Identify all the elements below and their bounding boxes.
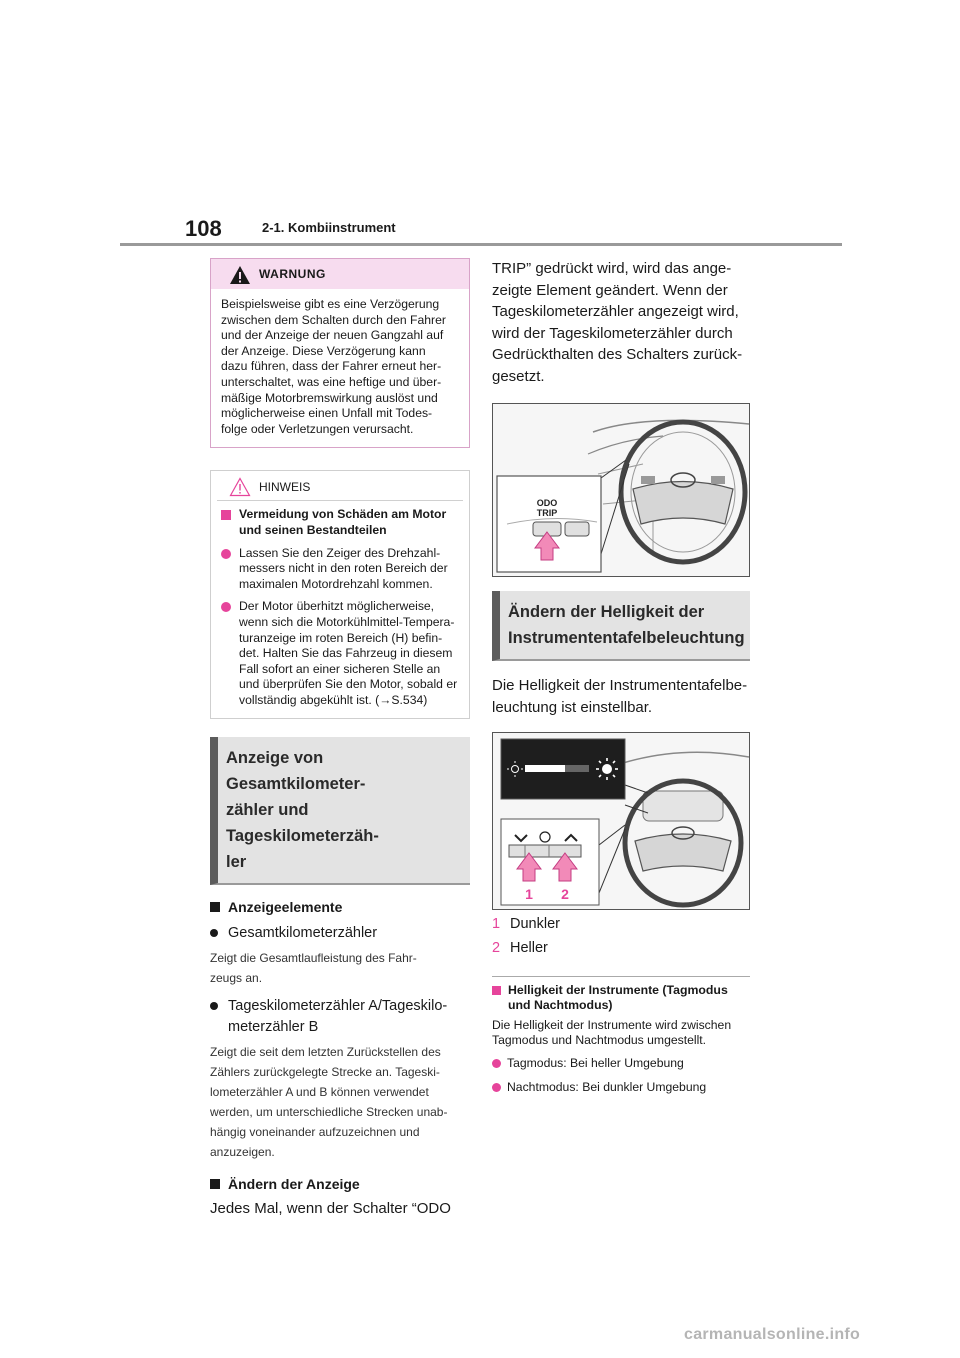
notice-box: [210, 470, 470, 719]
warning-line: folge oder Verletzungen verursacht.: [221, 421, 414, 436]
subheading-text: Anzeigeelemente: [228, 899, 343, 916]
description-line: Die Helligkeit der Instrumente wird zwischen: [492, 1018, 732, 1032]
text-line: gesetzt.: [492, 367, 545, 385]
description-line: Zeigt die Gesamtlaufleistung des Fahr-: [210, 951, 417, 966]
square-bullet-icon: [221, 510, 231, 520]
figure-brightness-switch: [492, 732, 750, 910]
description-line: werden, um unterschiedliche Strecken unab-: [210, 1105, 448, 1120]
section-title: 2-1. Kombiinstrument: [262, 220, 396, 235]
notice-line: vollständig abgekühlt ist. (→S.534): [239, 692, 428, 707]
legend-label: Heller: [510, 940, 548, 956]
warning-line: der Anzeige. Diese Verzögerung kann: [221, 343, 426, 358]
notice-line: maximalen Motordrehzahl kommen.: [239, 576, 433, 591]
subheading-text: Ändern der Anzeige: [228, 1176, 360, 1193]
warning-line: unterschaltet, was eine heftige und über-: [221, 374, 442, 389]
figure-odo-trip-switch: [492, 403, 750, 577]
notice-header: [217, 471, 463, 501]
day-mode-item: [492, 1056, 750, 1071]
caution-triangle-icon: [229, 477, 251, 497]
warning-text: [211, 289, 469, 447]
round-bullet-icon: [210, 929, 218, 937]
trip-label: TRIP: [536, 508, 558, 518]
page-number: 108: [185, 216, 222, 241]
notice-line: Fall sofort an einer sicheren Stelle an: [239, 661, 441, 676]
square-bullet-icon: [210, 902, 220, 912]
warning-title: WARNUNG: [259, 267, 326, 281]
subheading-line: Helligkeit der Instrumente (Tagmodus: [508, 983, 728, 997]
item-text: Tagmodus: Bei heller Umgebung: [507, 1056, 684, 1070]
legend-label: Dunkler: [510, 916, 560, 932]
description-line: Zählers zurückgelegte Strecke an. Tageski-: [210, 1065, 440, 1080]
notice-line: und überprüfen Sie den Motor, sobald er: [239, 677, 458, 692]
text-line: Tageskilometerzähler angezeigt wird,: [492, 303, 739, 320]
figure-callout-2: 2: [561, 886, 569, 902]
bullet-text: Tageskilometerzähler A/Tageskilo-: [228, 998, 448, 1015]
watermark: carmanualsonline.info: [684, 1326, 861, 1343]
text-line: leuchtung ist einstellbar.: [492, 698, 653, 716]
warning-line: möglicherweise einen Unfall mit Todes-: [221, 406, 433, 421]
notice-item: [211, 592, 469, 708]
notice-line: messers nicht in den roten Bereich der: [239, 561, 448, 576]
round-bullet-icon: [210, 1002, 218, 1010]
subheading-display-items: [210, 899, 470, 915]
description-line: Tagmodus und Nachtmodus umgestellt.: [492, 1032, 707, 1047]
notice-line: turanzeige im roten Bereich (H) befin-: [239, 630, 443, 645]
left-column: [210, 258, 470, 1219]
bullet-odometer: [210, 923, 470, 944]
round-bullet-icon: [492, 1059, 501, 1068]
legend-item-brighter: [492, 938, 750, 958]
brightness-illustration: [493, 733, 749, 909]
notice-subheading-line: und seinen Bestandteilen: [239, 522, 387, 537]
text-line: Die Helligkeit der Instrumententafelbe-: [492, 677, 748, 694]
change-display-text: Jedes Mal, wenn der Schalter “ODO: [210, 1200, 451, 1218]
warning-triangle-icon: [229, 265, 251, 285]
subheading-change-display: [210, 1176, 470, 1192]
legend-number: 1: [492, 916, 501, 932]
notice-line: det. Halten Sie das Fahrzeug in diesem: [239, 646, 453, 661]
description-line: Zeigt die seit dem letzten Zurückstellen des: [210, 1045, 441, 1060]
odo-label: ODO: [536, 498, 558, 508]
odometer-description: [210, 948, 470, 988]
header-rule: [120, 243, 842, 246]
section-heading-odometer: [210, 737, 470, 885]
heading-line: Anzeige von Gesamtkilometer-: [226, 749, 366, 794]
warning-header: [211, 259, 469, 289]
heading-line: Ändern der Helligkeit der: [508, 603, 705, 621]
day-night-description: [492, 1018, 750, 1047]
description-line: zeugs an.: [210, 971, 263, 986]
change-display-continued: [492, 258, 750, 387]
notice-line: wenn sich die Motorkühlmittel-Tempera-: [239, 614, 455, 629]
warning-line: Beispielsweise gibt es eine Verzögerung: [221, 297, 440, 311]
text-line: Gedrückthalten des Schalters zurück-: [492, 346, 743, 363]
warning-box: [210, 258, 470, 448]
warning-line: zwischen dem Schalten durch den Fahrer: [221, 312, 446, 327]
text-line: TRIP” gedrückt wird, wird das ange-: [492, 260, 732, 277]
brightness-text: [492, 675, 750, 718]
divider: [492, 976, 750, 977]
description-line: lometerzähler A und B können verwendet: [210, 1085, 429, 1100]
heading-line: zähler und Tageskilometerzäh-: [226, 801, 379, 846]
description-line: anzuzeigen.: [210, 1145, 275, 1160]
section-heading-brightness: [492, 591, 750, 661]
heading-line: Instrumententafelbeleuchtung: [508, 629, 745, 647]
warning-line: und der Anzeige der neuen Gangzahl auf: [221, 328, 444, 343]
warning-line: mäßige Motorbremswirkung auslöst und: [221, 390, 438, 405]
steering-wheel-illustration: [493, 404, 749, 576]
round-bullet-icon: [492, 1083, 501, 1092]
round-bullet-icon: [221, 602, 231, 612]
square-bullet-icon: [210, 1179, 220, 1189]
bullet-text: Gesamtkilometerzähler: [228, 925, 378, 942]
legend-number: 2: [492, 940, 501, 956]
trip-meter-description: [210, 1042, 470, 1162]
notice-line: Der Motor überhitzt möglicherweise,: [239, 599, 435, 614]
subheading-day-night-mode: [492, 983, 750, 1012]
notice-subheading: [211, 501, 469, 538]
right-column: [492, 258, 750, 1095]
text-line: zeigte Element geändert. Wenn der: [492, 281, 728, 299]
heading-line: ler: [226, 853, 247, 872]
text-line: wird der Tageskilometerzähler durch: [492, 324, 733, 342]
bullet-trip-meter: [210, 996, 470, 1038]
bullet-text: meterzähler B: [228, 1019, 319, 1036]
figure-callout-1: 1: [525, 886, 533, 902]
notice-title: HINWEIS: [259, 480, 311, 495]
subheading-line: und Nachtmodus): [508, 997, 613, 1012]
item-text: Nachtmodus: Bei dunkler Umgebung: [507, 1080, 707, 1094]
round-bullet-icon: [221, 549, 231, 559]
night-mode-item: [492, 1080, 750, 1095]
notice-subheading-line: Vermeidung von Schäden am Motor: [239, 507, 447, 522]
square-bullet-icon: [492, 986, 501, 995]
notice-line: Lassen Sie den Zeiger des Drehzahl-: [239, 545, 441, 560]
warning-line: dazu führen, dass der Fahrer erneut her-: [221, 359, 442, 374]
description-line: hängig voneinander aufzuzeichnen und: [210, 1125, 420, 1140]
notice-item: [211, 539, 469, 593]
legend-item-darker: [492, 914, 750, 934]
